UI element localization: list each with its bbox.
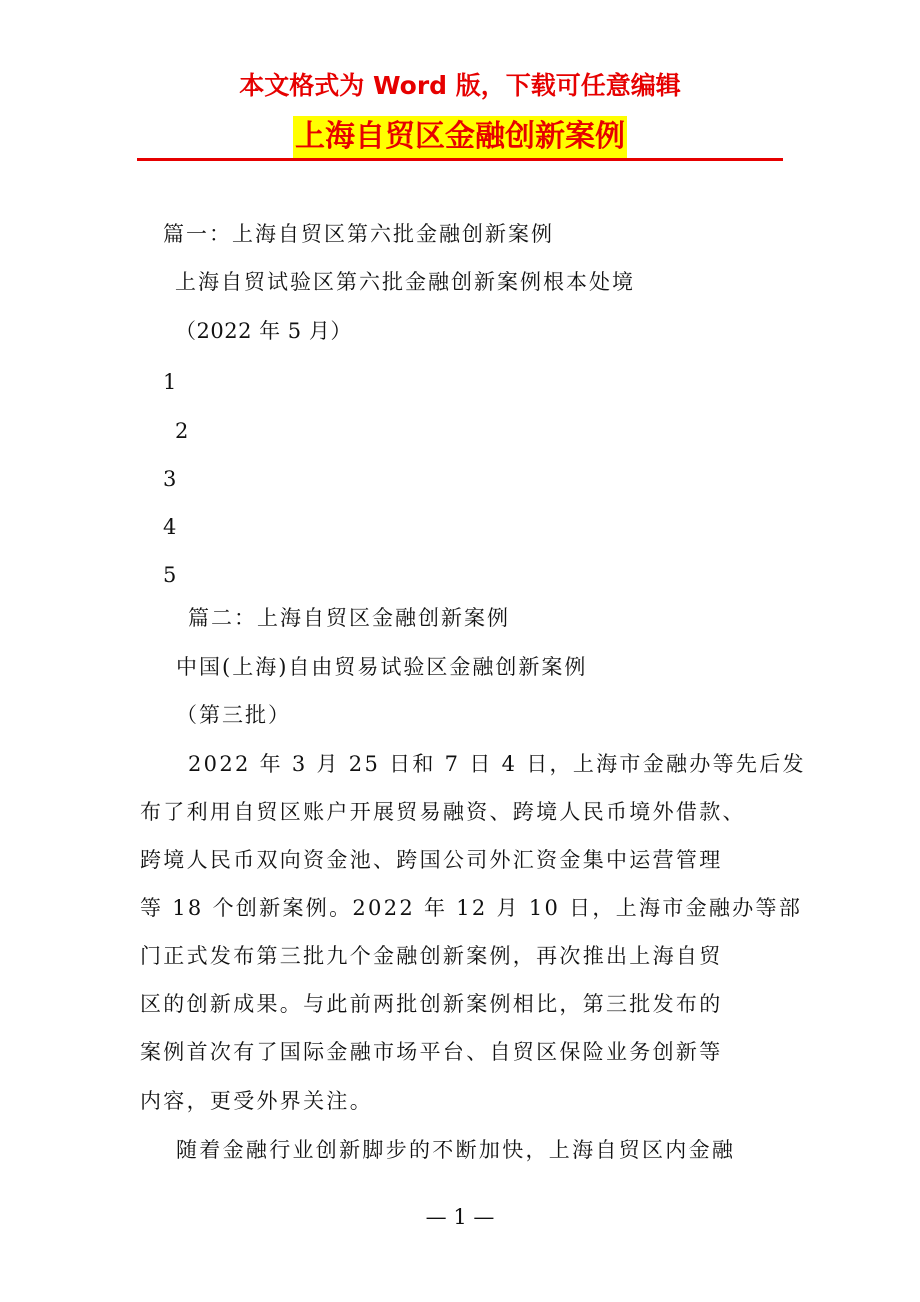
section1-heading: 篇一：上海自贸区第六批金融创新案例 <box>163 222 554 246</box>
list-number: 5 <box>163 563 179 587</box>
section2-batch: （第三批） <box>176 703 291 727</box>
section1-date: （2022 年 5 月） <box>175 319 352 343</box>
section2-subtitle: 中国(上海)自由贸易试验区金融创新案例 <box>176 655 588 679</box>
page-number: — 1 — <box>425 1205 495 1229</box>
paragraph-line: 案例首次有了国际金融市场平台、自贸区保险业务创新等 <box>140 1040 723 1064</box>
list-number: 2 <box>175 419 191 443</box>
paragraph-line: 区的创新成果。与此前两批创新案例相比，第三批发布的 <box>140 992 723 1016</box>
paragraph-line: 随着金融行业创新脚步的不断加快，上海自贸区内金融 <box>176 1138 736 1162</box>
download-notice: 本文格式为 Word 版，下载可任意编辑 <box>239 71 681 100</box>
paragraph-line: 门正式发布第三批九个金融创新案例，再次推出上海自贸 <box>140 944 723 968</box>
document-title: 上海自贸区金融创新案例 <box>293 116 627 158</box>
paragraph-line: 等 18 个创新案例。2022 年 12 月 10 日，上海市金融办等部 <box>140 896 803 920</box>
paragraph-line: 跨境人民币双向资金池、跨国公司外汇资金集中运营管理 <box>140 848 723 872</box>
paragraph-line: 布了利用自贸区账户开展贸易融资、跨境人民币境外借款、 <box>140 800 746 824</box>
paragraph-line: 2022 年 3 月 25 日和 7 日 4 日，上海市金融办等先后发 <box>188 752 806 776</box>
list-number: 1 <box>163 370 179 394</box>
section2-heading: 篇二：上海自贸区金融创新案例 <box>188 606 510 630</box>
paragraph-line: 内容，更受外界关注。 <box>140 1089 373 1113</box>
list-number: 4 <box>163 515 179 539</box>
section1-subtitle: 上海自贸试验区第六批金融创新案例根本处境 <box>175 270 635 294</box>
title-container <box>0 116 920 158</box>
list-number: 3 <box>163 467 179 491</box>
title-divider <box>137 158 783 161</box>
